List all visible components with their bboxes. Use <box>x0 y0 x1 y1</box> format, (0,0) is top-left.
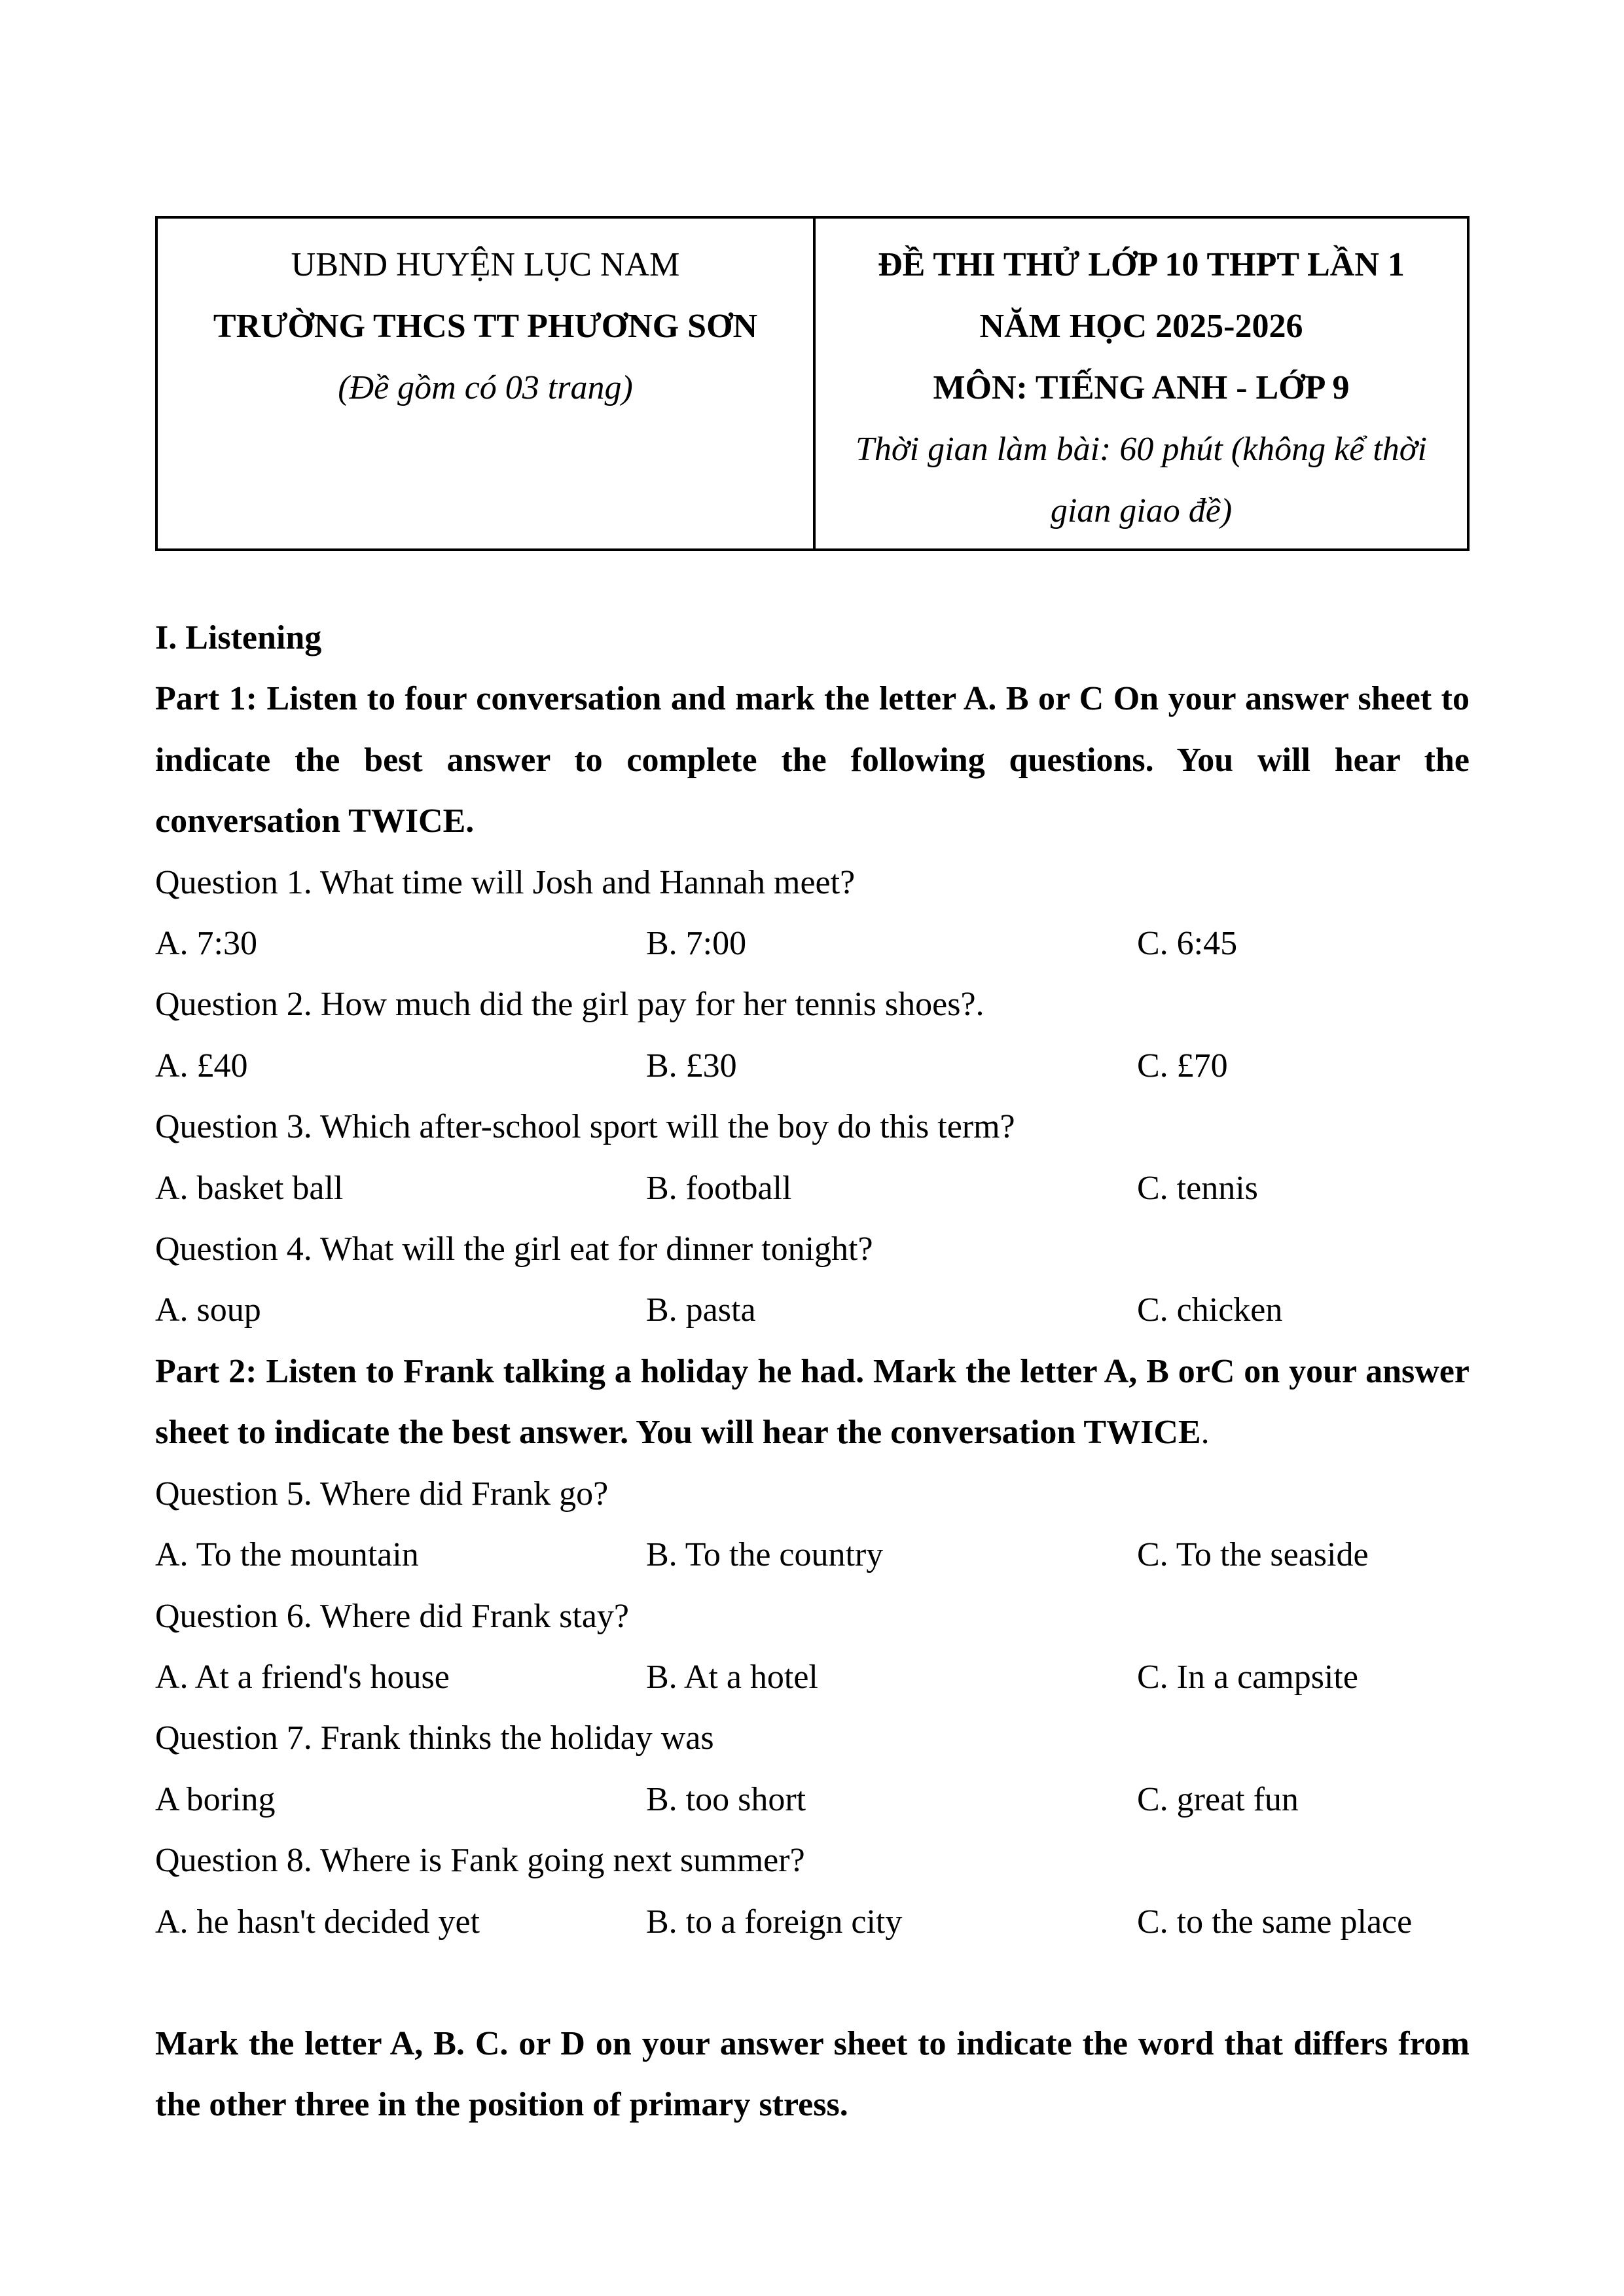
option-b: B. At a hotel <box>646 1658 818 1696</box>
answer-options <box>155 1524 1470 1585</box>
option-b: B. to a foreign city <box>646 1903 903 1941</box>
question: Question 4. What will the girl eat for dinner tonight? <box>155 1230 873 1268</box>
part2-instruction <box>155 1341 1470 1463</box>
answer-options <box>155 913 1470 974</box>
time-line-1: Thời gian làm bài: 60 phút (không kể thời <box>856 431 1427 468</box>
option-b: B. too short <box>646 1780 806 1818</box>
question: Question 3. Which after-school sport will the boy do this term? <box>155 1108 1015 1146</box>
answer-options <box>155 1647 1470 1708</box>
answer-options <box>155 1035 1470 1096</box>
option-c: C. chicken <box>1137 1291 1283 1329</box>
option-c: C. to the same place <box>1137 1903 1413 1941</box>
header-left-cell <box>158 219 816 548</box>
time-line-2: gian giao đề) <box>1050 492 1233 529</box>
section-title: I. Listening <box>155 619 322 656</box>
header-right-cell <box>816 219 1467 548</box>
option-b: B. To the country <box>646 1536 884 1574</box>
stress-instruction: Mark the letter A, B. C. or D on your answer sheet to indicate the word that differs from the other three in the position of primary stress. <box>155 2024 1470 2124</box>
question: Question 6. Where did Frank stay? <box>155 1597 629 1635</box>
option-a: A boring <box>155 1780 276 1818</box>
pages-note: (Đề gồm có 03 trang) <box>338 369 633 406</box>
answer-options <box>155 1769 1470 1830</box>
school-name: TRƯỜNG THCS TT PHƯƠNG SƠN <box>213 308 758 345</box>
authority-name: UBND HUYỆN LỤC NAM <box>291 246 680 283</box>
question: Question 2. How much did the girl pay for her tennis shoes?. <box>155 986 984 1024</box>
exam-content <box>155 607 1470 2136</box>
question: Question 7. Frank thinks the holiday was <box>155 1719 714 1757</box>
option-a: A. To the mountain <box>155 1536 419 1574</box>
option-c: C. To the seaside <box>1137 1536 1369 1574</box>
option-c: C. £70 <box>1137 1047 1228 1085</box>
option-a: A. At a friend's house <box>155 1658 450 1696</box>
answer-options <box>155 1280 1470 1340</box>
header-table <box>155 216 1470 551</box>
option-c: C. 6:45 <box>1137 925 1238 963</box>
option-b: B. pasta <box>646 1291 756 1329</box>
option-c: C. great fun <box>1137 1780 1299 1818</box>
option-b: B. £30 <box>646 1047 737 1085</box>
option-c: C. tennis <box>1137 1169 1258 1207</box>
subject: MÔN: TIẾNG ANH - LỚP 9 <box>933 369 1350 406</box>
option-b: B. 7:00 <box>646 925 747 963</box>
spacer <box>155 1952 1470 2013</box>
answer-options <box>155 1158 1470 1219</box>
question: Question 8. Where is Fank going next summer? <box>155 1842 805 1880</box>
option-b: B. football <box>646 1169 792 1207</box>
question: Question 5. Where did Frank go? <box>155 1475 609 1513</box>
option-c: C. In a campsite <box>1137 1658 1358 1696</box>
option-a: A. 7:30 <box>155 925 257 963</box>
exam-title: ĐỀ THI THỬ LỚP 10 THPT LẦN 1 <box>878 246 1405 283</box>
option-a: A. he hasn't decided yet <box>155 1903 480 1941</box>
part1-instruction: Part 1: Listen to four conversation and mark the letter A. B or C On your answer sheet to indicate the best answer to complete the following questions. You will hear the conversation TWICE. <box>155 680 1470 840</box>
school-year: NĂM HỌC 2025-2026 <box>979 308 1303 345</box>
option-a: A. £40 <box>155 1047 248 1085</box>
option-a: A. soup <box>155 1291 261 1329</box>
option-a: A. basket ball <box>155 1169 344 1207</box>
part2-instruction-text: Part 2: Listen to Frank talking a holiday he had. Mark the letter A, B orC on your answer sheet to indicate the best answer. You will hear the conversation TWICE <box>155 1352 1470 1452</box>
part2-instruction-end: . <box>1200 1414 1210 1452</box>
answer-options <box>155 1892 1470 1952</box>
question: Question 1. What time will Josh and Hannah meet? <box>155 863 856 901</box>
